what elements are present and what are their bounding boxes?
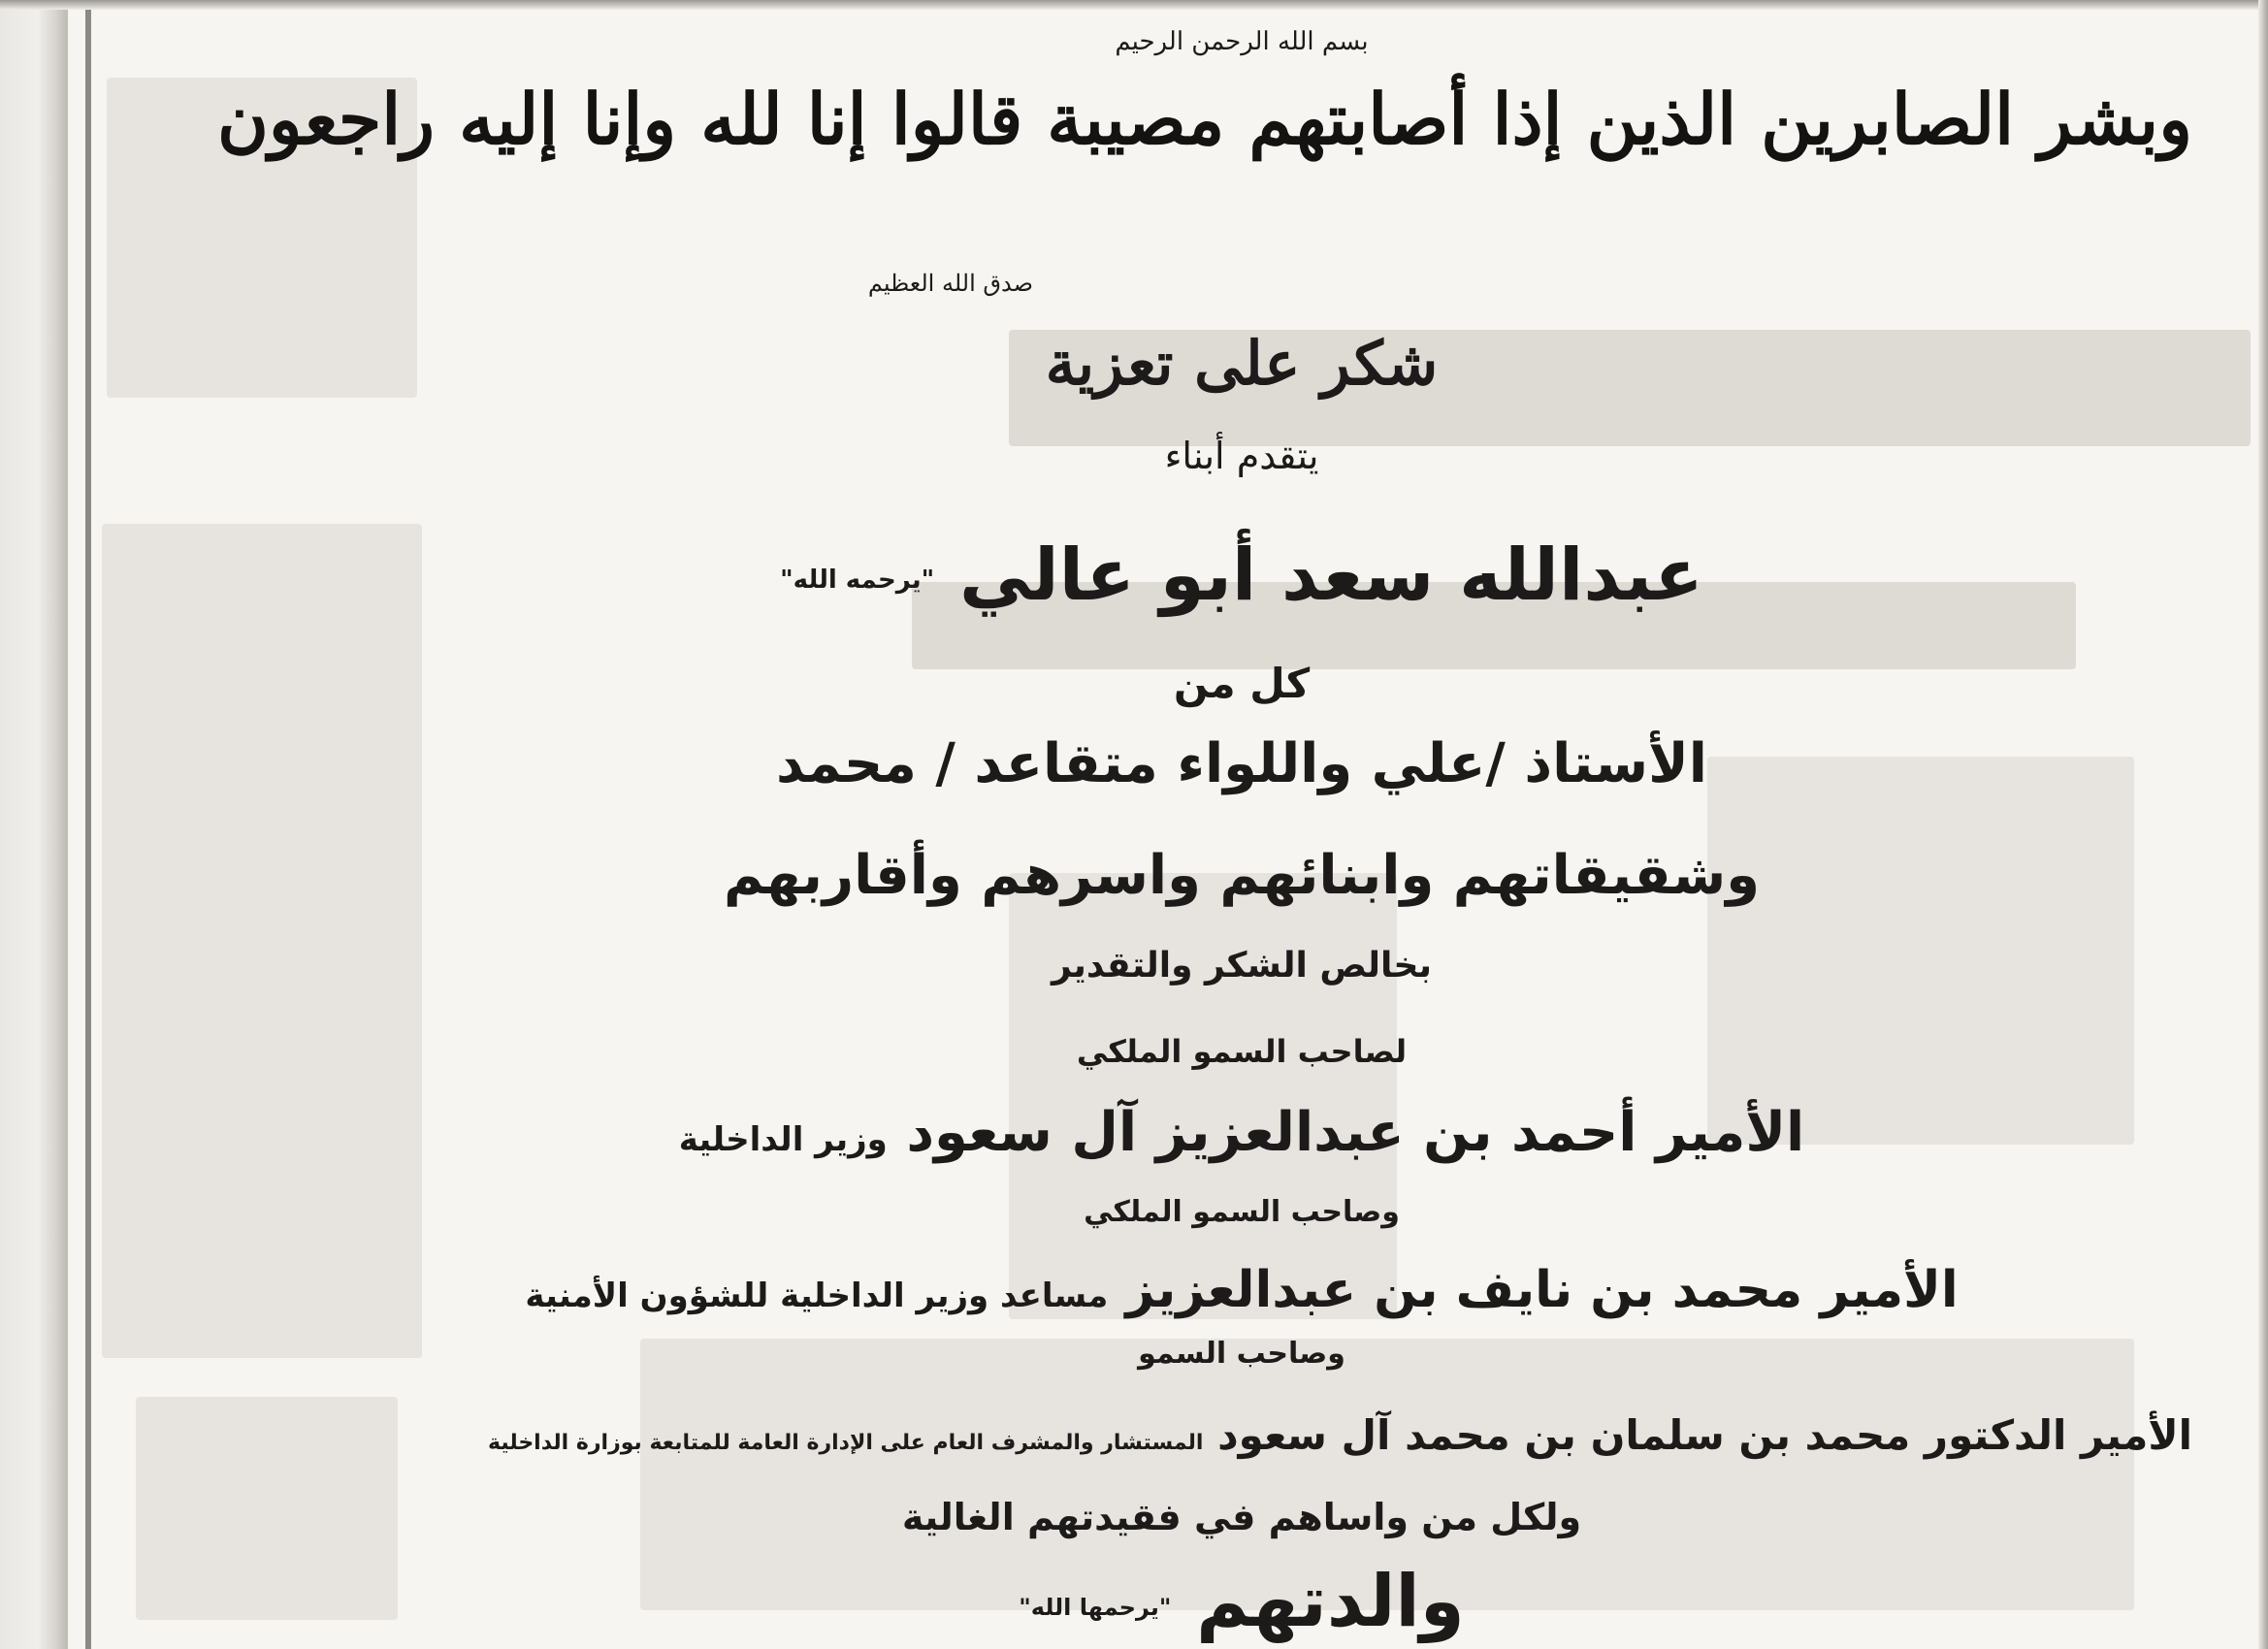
highness-title-2: وصاحب السمو الملكي xyxy=(1084,1195,1400,1229)
mother-prayer: "يرحمها الله" xyxy=(1019,1593,1172,1621)
deceased-father-name: عبدالله سعد أبو عالي xyxy=(958,534,1703,617)
prince-1-name: الأمير أحمد بن عبدالعزيز آل سعود xyxy=(906,1101,1805,1164)
family-line: وشقيقاتهم وابنائهم واسرهم وأقاربهم xyxy=(723,844,1761,907)
prince-2-title: مساعد وزير الداخلية للشؤون الأمنية xyxy=(525,1277,1109,1315)
prince-2-name: الأمير محمد بن نايف بن عبدالعزيز xyxy=(1125,1261,1959,1319)
condolence-thanks-notice xyxy=(216,19,2192,1649)
basmala: بسم الله الرحمن الرحيم xyxy=(1115,27,1369,56)
prince-2-line xyxy=(291,1261,2192,1319)
scan-edge-left xyxy=(0,0,68,1649)
highness-title-1: لصاحب السمو الملكي xyxy=(1076,1033,1408,1070)
highness-title-3: وصاحب السمو xyxy=(1138,1337,1345,1371)
presenters-intro: يتقدم أبناء xyxy=(1164,435,1319,477)
page-rule-left xyxy=(85,0,91,1649)
scan-edge-right xyxy=(2258,0,2268,1649)
quran-verse: وبشر الصابرين الذين إذا أصابتهم مصيبة قالوا إنا لله وإنا إليه راجعون xyxy=(216,78,2192,160)
verse-closing: صدق الله العظيم xyxy=(867,270,1033,297)
thanks-line: بخالص الشكر والتقدير xyxy=(1051,946,1433,986)
prince-1-title: وزير الداخلية xyxy=(678,1120,888,1159)
sons-names: الأستاذ /علي واللواء متقاعد / محمد xyxy=(776,732,1707,795)
deceased-mother: والدتهم xyxy=(1196,1560,1465,1643)
deceased-father-line xyxy=(291,534,2192,617)
father-prayer: "يرحمه الله" xyxy=(780,566,935,595)
scan-edge-top xyxy=(0,0,2268,10)
each-of: كل من xyxy=(1173,660,1311,707)
prince-3-name: الأمير الدكتور محمد بن سلمان بن محمد آل سعود xyxy=(1217,1411,2192,1459)
condolers-line: ولكل من واساهم في فقيدتهم الغالية xyxy=(901,1496,1582,1538)
prince-3-line xyxy=(291,1411,2192,1459)
deceased-mother-line xyxy=(291,1560,2192,1643)
prince-3-title: المستشار والمشرف العام على الإدارة العامة للمتابعة بوزارة الداخلية xyxy=(488,1431,1204,1455)
prince-1-line xyxy=(291,1101,2192,1164)
notice-title: شكر على تعزية xyxy=(1045,328,1439,399)
